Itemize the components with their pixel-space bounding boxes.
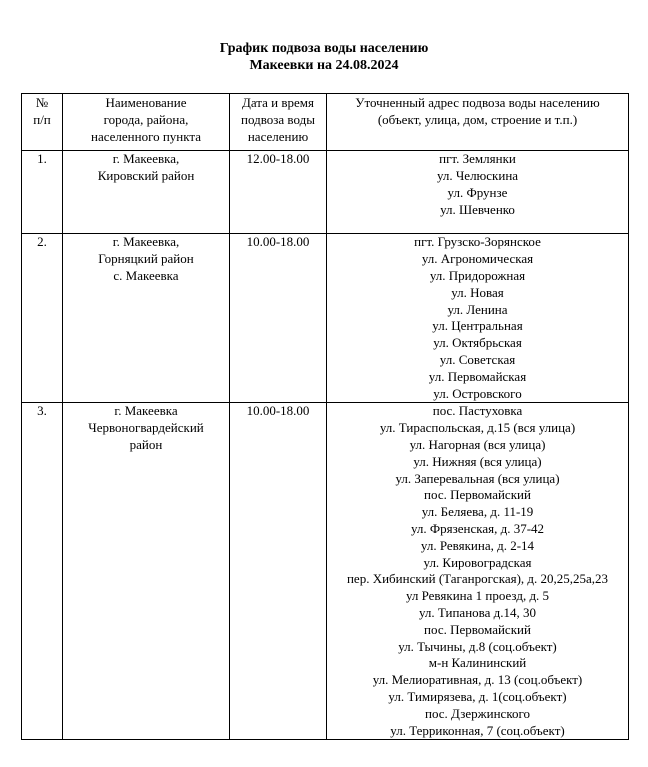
address-line: пос. Дзержинского [425, 705, 530, 721]
address-line: пгт. Грузско-Зорянское [414, 234, 541, 250]
address-line: пер. Хибинский (Таганрогская), д. 20,25,25а,23 [346, 571, 609, 587]
title-line-1: График подвоза воды населению [219, 41, 429, 56]
address-line: ул. Агрономическая [421, 251, 534, 267]
address-line: ул. Первомайская [428, 368, 527, 384]
address-line: ул. Октябрьская [433, 335, 522, 351]
address-line: ул. Придорожная [429, 267, 526, 283]
address-line: ул. Нагорная (вся улица) [409, 436, 546, 452]
address-line: ул. Фрунзе [447, 184, 508, 200]
address-line: ул. Центральная [432, 318, 523, 334]
row-number: 1. [22, 151, 63, 234]
address-line: ул. Тимирязева, д. 1(соц.объект) [388, 688, 567, 704]
water-delivery-schedule-table [21, 93, 629, 740]
address-list [327, 403, 629, 740]
address-line: ул. Шевченко [440, 201, 515, 217]
address-line: ул. Заперевальная (вся улица) [395, 470, 560, 486]
header-time: Дата и время подвоза воды населению [230, 94, 327, 151]
address-line: ул. Островского [433, 385, 522, 401]
delivery-time: 12.00-18.00 [230, 151, 327, 234]
delivery-time: 10.00-18.00 [230, 234, 327, 403]
settlement-name: г. Макеевка Червоногвардейский район [63, 403, 230, 740]
row-number: 2. [22, 234, 63, 403]
address-line: пос. Первомайский [424, 487, 531, 503]
address-list [327, 234, 629, 403]
address-line: ул. Новая [451, 284, 504, 300]
address-line: ул. Ревякина, д. 2-14 [420, 537, 535, 553]
address-list [327, 151, 629, 234]
document-title [0, 40, 648, 74]
table-row [22, 234, 629, 403]
address-line: пгт. Землянки [439, 151, 516, 167]
delivery-time: 10.00-18.00 [230, 403, 327, 740]
address-line: ул. Ленина [447, 301, 508, 317]
address-line: м-н Калининский [428, 655, 527, 671]
address-line: пос. Первомайский [424, 621, 531, 637]
address-line: ул. Терриконная, 7 (соц.объект) [390, 722, 565, 738]
address-line: ул Ревякина 1 проезд, д. 5 [405, 588, 550, 604]
address-line: ул. Нижняя (вся улица) [413, 453, 542, 469]
title-line-2: Макеевки на 24.08.2024 [249, 58, 399, 73]
table-row [22, 403, 629, 740]
address-line: пос. Пастуховка [432, 403, 523, 419]
header-address: Уточненный адрес подвоза воды населению (объект, улица, дом, строение и т.п.) [327, 94, 629, 151]
settlement-name: г. Макеевка, Кировский район [63, 151, 230, 234]
address-line: ул. Челюскина [436, 168, 519, 184]
table-header-row [22, 94, 629, 151]
address-line: ул. Тираспольская, д.15 (вся улица) [379, 420, 576, 436]
table-row [22, 151, 629, 234]
header-name: Наименование города, района, населенного пункта [63, 94, 230, 151]
row-number: 3. [22, 403, 63, 740]
address-line: ул. Кировоградская [423, 554, 532, 570]
address-line: ул. Фрязенская, д. 37-42 [410, 520, 545, 536]
settlement-name: г. Макеевка, Горняцкий район с. Макеевка [63, 234, 230, 403]
header-num: № п/п [22, 94, 63, 151]
address-line: ул. Мелиоративная, д. 13 (соц.объект) [372, 672, 583, 688]
address-line: ул. Советская [439, 351, 516, 367]
address-line: ул. Беляева, д. 11-19 [421, 504, 534, 520]
address-line: ул. Типанова д.14, 30 [418, 604, 537, 620]
address-line: ул. Тычины, д.8 (соц.объект) [398, 638, 557, 654]
